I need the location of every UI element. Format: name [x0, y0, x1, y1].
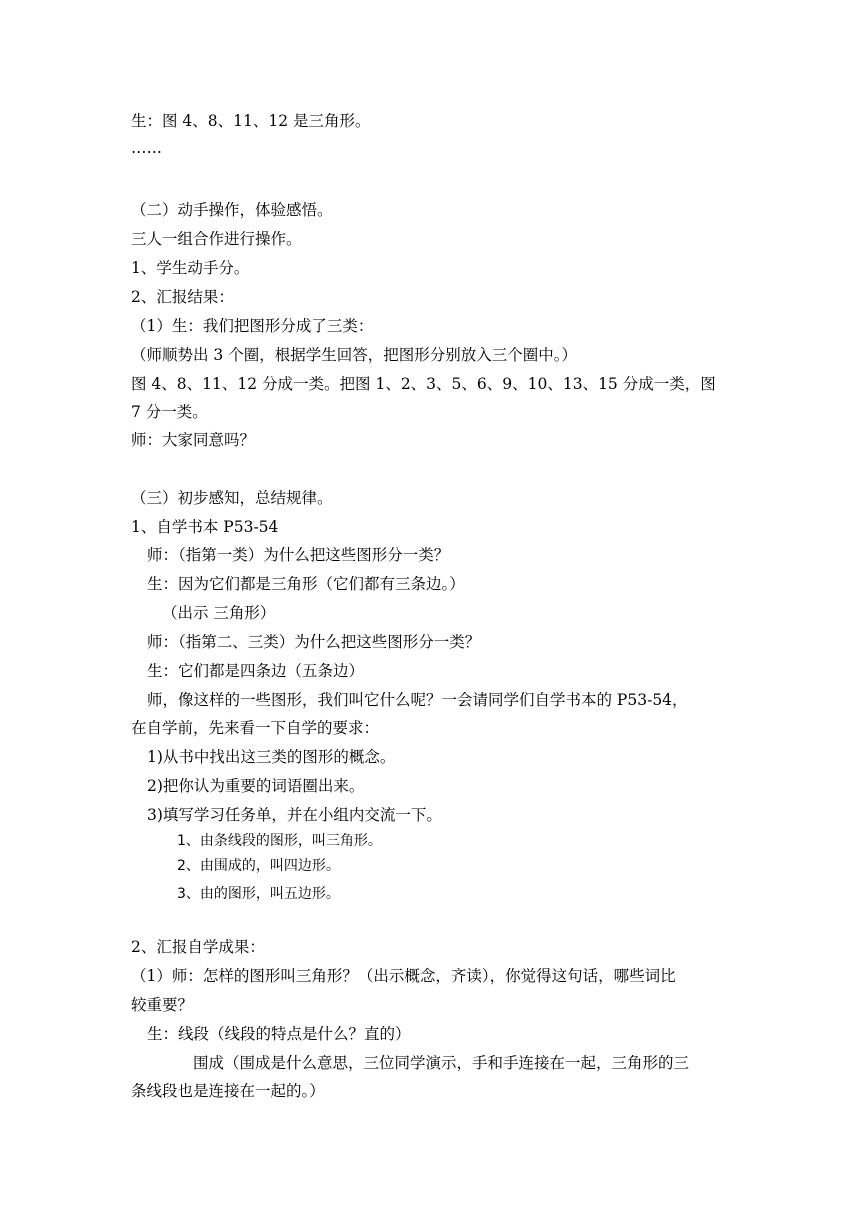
text-line: 生：线段（线段的特点是什么？直的）	[147, 1025, 411, 1043]
text-line: 围成（围成是什么意思，三位同学演示，手和手连接在一起，三角形的三	[193, 1054, 690, 1072]
text-line: 师：（指第二、三类）为什么把这些图形分一类？	[147, 633, 481, 651]
section-heading: （二）动手操作，体验感悟。	[131, 201, 333, 219]
text-line: 1、学生动手分。	[131, 259, 250, 277]
text-line: 2、汇报自学成果：	[131, 938, 265, 956]
text-line: 7 分一类。	[131, 403, 208, 421]
text-line: 图 4、8、11、12 分成一类。把图 1、2、3、5、6、9、10、13、15 分成一类，图	[131, 375, 716, 393]
worksheet-item: 1、由条线段的图形，叫三角形。	[177, 833, 382, 849]
list-item: 2)把你认为重要的词语圈出来。	[147, 777, 365, 795]
text-line: （出示 三角形）	[162, 604, 276, 622]
list-item: 1)从书中找出这三类的图形的概念。	[147, 748, 396, 766]
text-line: （1）师：怎样的图形叫三角形？（出示概念，齐读），你觉得这句话，哪些词比	[131, 967, 676, 985]
text-line: 较重要？	[131, 996, 194, 1014]
text-line: ……	[131, 139, 162, 157]
text-line: 生：图 4、8、11、12 是三角形。	[131, 112, 371, 130]
text-line: 师：（指第一类）为什么把这些图形分一类？	[147, 546, 450, 564]
text-line: 2、汇报结果：	[131, 288, 234, 306]
text-line: 在自学前，先来看一下自学的要求：	[131, 719, 380, 737]
text-line: 1、自学书本 P53-54	[131, 518, 279, 536]
text-line: 条线段也是连接在一起的。）	[131, 1082, 325, 1100]
text-line: 师，像这样的一些图形，我们叫它什么呢？一会请同学们自学书本的 P53-54，	[147, 691, 688, 709]
worksheet-item: 3、由的图形，叫五边形。	[177, 886, 340, 902]
list-item: 3)填写学习任务单，并在小组内交流一下。	[147, 806, 442, 824]
text-line: 生：因为它们都是三角形（它们都有三条边。）	[147, 575, 465, 593]
text-line: 生：它们都是四条边（五条边）	[147, 662, 365, 680]
text-line: 师：大家同意吗？	[131, 431, 256, 449]
text-line: （师顺势出 3 个圈，根据学生回答，把图形分别放入三个圈中。）	[131, 346, 577, 364]
text-line: （1）生：我们把图形分成了三类：	[131, 317, 374, 335]
text-line: 三人一组合作进行操作。	[131, 230, 302, 248]
section-heading: （三）初步感知，总结规律。	[131, 489, 333, 507]
worksheet-item: 2、由围成的，叫四边形。	[177, 858, 340, 874]
